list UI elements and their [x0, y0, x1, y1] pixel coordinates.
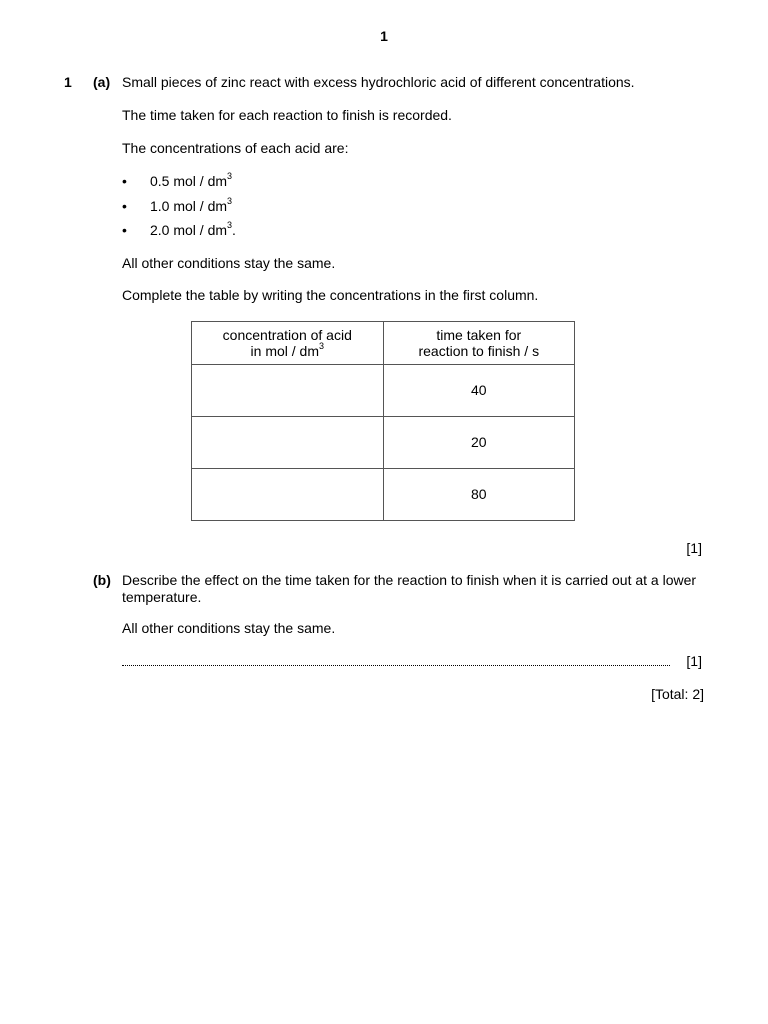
part-b-conditions: All other conditions stay the same. — [122, 620, 336, 636]
bullet-concentration: 0.5 mol / $dm^3$ — [150, 171, 233, 189]
concentration-answer-cell[interactable] — [192, 469, 384, 521]
total-mark: [Total: 2] — [651, 686, 704, 702]
concentration-answer-cell[interactable] — [192, 365, 384, 417]
results-table — [191, 321, 575, 521]
question-number: 1 — [64, 74, 72, 90]
concentration-answer-cell[interactable] — [192, 417, 384, 469]
part-a-recorded: The time taken for each reaction to finish is recorded. — [122, 107, 452, 123]
answer-line[interactable] — [122, 650, 670, 666]
part-a-conditions: All other conditions stay the same. — [122, 255, 336, 271]
part-a-concentrations-intro: The concentrations of each acid are: — [122, 140, 349, 156]
part-a-mark: [1] — [686, 540, 702, 556]
page-number: 1 — [380, 28, 388, 44]
bullet-symbol: • — [122, 173, 127, 189]
part-b-question: Describe the effect on the time taken for the reaction to finish when it is carried out at a lower temperature. — [122, 572, 697, 605]
table-header-concentration: concentration of acid in mol / $dm^3$ — [192, 322, 384, 365]
time-cell: 20 — [383, 417, 574, 469]
part-b-mark: [1] — [686, 653, 702, 669]
time-cell: 80 — [383, 469, 574, 521]
bullet-concentration: 1.0 mol / $dm^3$ — [150, 196, 233, 214]
table-row — [192, 469, 575, 521]
part-a-instruction: Complete the table by writing the concentrations in the first column. — [122, 287, 539, 303]
bullet-symbol: • — [122, 198, 127, 214]
table-header-time: time taken for reaction to finish / s — [383, 322, 574, 365]
bullet-concentration: 2.0 mol / $dm^3$. — [150, 220, 236, 238]
part-a-label: (a) — [93, 74, 111, 90]
time-cell: 40 — [383, 365, 574, 417]
part-a-intro: Small pieces of zinc react with excess hydrochloric acid of different concentrations. — [122, 74, 635, 90]
bullet-symbol: • — [122, 222, 127, 238]
table-row — [192, 417, 575, 469]
part-b-label: (b) — [93, 572, 111, 588]
table-row — [192, 365, 575, 417]
